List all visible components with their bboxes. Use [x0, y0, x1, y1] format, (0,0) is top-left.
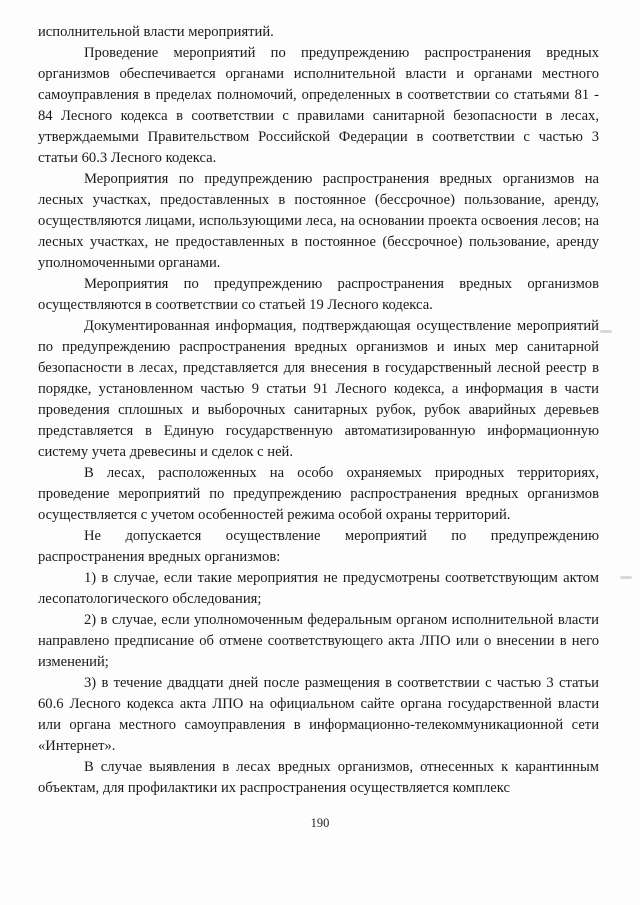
paragraph-forest-plots: Мероприятия по предупреждению распространения вредных организмов на лесных участках, предоставленных в постоянное (бессрочное) пользование, аренду, осуществляются лицами, использующими леса, на основании проекта освоения лесов; на лесных участках, не предоставленных в постоянное (бессрочное) пользование, аренду уполномоченными органами.: [38, 171, 599, 271]
paragraph-quarantine: В случае выявления в лесах вредных организмов, отнесенных к карантинным объектам, для профилактики их распространения осуществляется комплекс: [38, 759, 599, 796]
document-body: [38, 22, 599, 799]
paragraph-not-allowed: Не допускается осуществление мероприятий по предупреждению распространения вредных организмов:: [38, 528, 599, 565]
list-item-2: 2) в случае, если уполномоченным федеральным органом исполнительной власти направлено предписание об отмене соответствующего акта ЛПО или о внесении в него изменений;: [38, 612, 599, 670]
paragraph-protected-areas: В лесах, расположенных на особо охраняемых природных территориях, проведение мероприятий по предупреждению распространения вредных организмов осуществляется с учетом особенностей режима особой охраны территорий.: [38, 465, 599, 523]
page-number: 190: [310, 816, 330, 830]
paragraph-event-provision: Проведение мероприятий по предупреждению распространения вредных организмов обеспечивается органами исполнительной власти и органами местного самоуправления в пределах полномочий, определенных в соответствии со статьями 81 - 84 Лесного кодекса в соответствии с правилами санитарной безопасности в лесах, утверждаемыми Правительством Российской Федерации в соответствии с частью 3 статьи 60.3 Лесного кодекса.: [38, 45, 599, 166]
paragraph-continuation: исполнительной власти мероприятий.: [38, 24, 274, 40]
scan-artifact-mark: [600, 330, 612, 333]
paragraph-article-19: Мероприятия по предупреждению распространения вредных организмов осуществляются в соответствии со статьей 19 Лесного кодекса.: [38, 276, 599, 313]
paragraph-documented-info: Документированная информация, подтверждающая осуществление мероприятий по предупреждению распространения вредных организмов и иных мер санитарной безопасности в лесах, представляется для внесения в государственный лесной реестр в порядке, установленном частью 9 статьи 91 Лесного кодекса, а информация в части проведения сплошных и выборочных санитарных рубок, рубок аварийных деревьев представляется в Единую государственную автоматизированную информационную систему учета древесины и сделок с ней.: [38, 318, 599, 460]
list-item-1: 1) в случае, если такие мероприятия не предусмотрены соответствующим актом лесопатологического обследования;: [38, 570, 599, 607]
list-item-3: 3) в течение двадцати дней после размещения в соответствии с частью 3 статьи 60.6 Лесного кодекса акта ЛПО на официальном сайте органа государственной власти или органа местного самоуправления в информационно-телекоммуникационной сети «Интернет».: [38, 675, 599, 754]
scan-artifact-mark: [620, 576, 632, 579]
